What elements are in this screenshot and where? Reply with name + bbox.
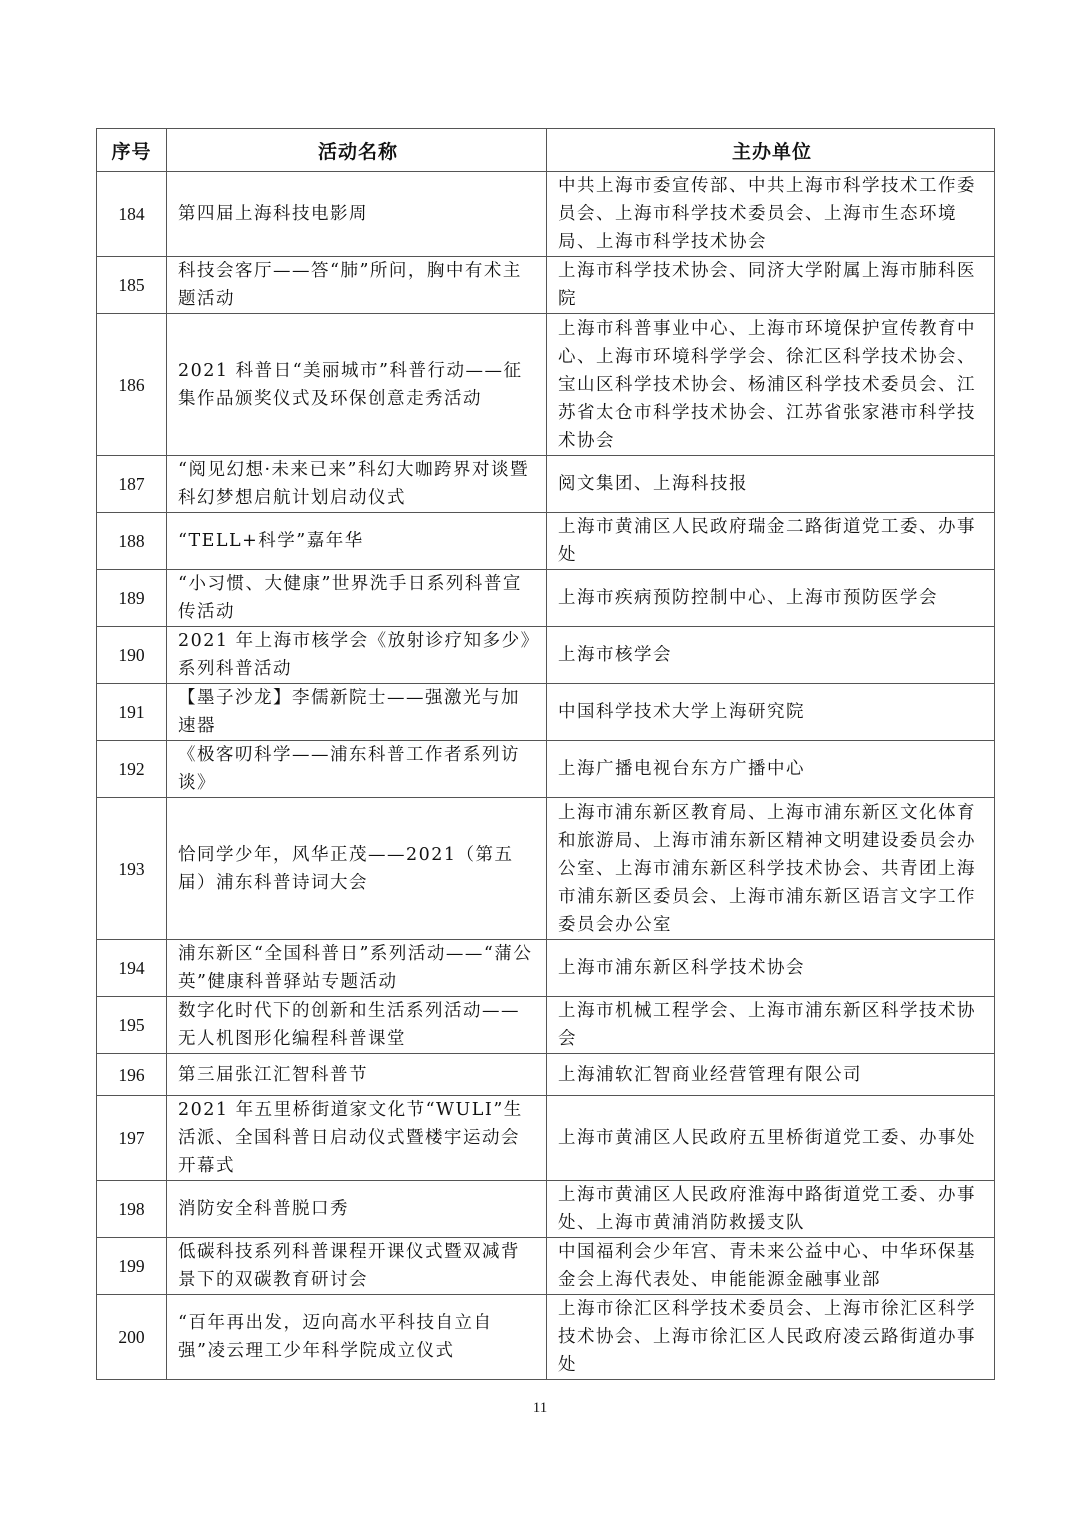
serial-number-cell — [97, 172, 167, 257]
organizer-cell — [547, 172, 995, 257]
serial-number-cell — [97, 940, 167, 997]
activity-name-cell — [167, 513, 547, 570]
table-row — [97, 798, 995, 940]
activity-name-cell-text: 数字化时代下的创新和生活系列活动——无人机图形化编程科普课堂 — [178, 1001, 520, 1049]
organizer-cell-text: 上海市徐汇区科学技术委员会、上海市徐汇区科学技术协会、上海市徐汇区人民政府凌云路街道办事处 — [558, 1299, 976, 1375]
activity-name-cell — [167, 257, 547, 314]
serial-number-cell-text: 193 — [118, 858, 145, 879]
activity-name-cell-text: 第四届上海科技电影周 — [178, 204, 368, 224]
serial-number-cell — [97, 627, 167, 684]
serial-number-cell-text: 199 — [118, 1256, 145, 1276]
activity-name-cell — [167, 1238, 547, 1295]
organizer-cell — [547, 684, 995, 741]
organizer-cell — [547, 1054, 995, 1096]
table-row — [97, 314, 995, 456]
activity-name-cell-text: 2021 年上海市核学会《放射诊疗知多少》系列科普活动 — [178, 631, 531, 679]
table-row — [97, 997, 995, 1054]
table-row — [97, 1295, 995, 1380]
activity-name-cell — [167, 1295, 547, 1380]
header-serial-number: 序号 — [97, 129, 167, 172]
activity-name-cell — [167, 741, 547, 798]
serial-number-cell-text: 187 — [118, 474, 145, 494]
serial-number-cell-text: 191 — [118, 702, 145, 722]
organizer-cell — [547, 798, 995, 940]
serial-number-cell — [97, 257, 167, 314]
organizer-cell-text: 上海广播电视台东方广播中心 — [558, 759, 805, 779]
activity-name-cell-text: 【墨子沙龙】李儒新院士——强激光与加速器 — [178, 688, 520, 736]
table-row — [97, 1054, 995, 1096]
organizer-cell-text: 上海市浦东新区科学技术协会 — [558, 958, 805, 978]
activity-name-cell-text: 浦东新区“全国科普日”系列活动——“蒲公英”健康科普驿站专题活动 — [178, 944, 533, 992]
serial-number-cell — [97, 741, 167, 798]
serial-number-cell — [97, 1096, 167, 1181]
organizer-cell — [547, 314, 995, 456]
activity-name-cell — [167, 172, 547, 257]
organizer-cell — [547, 997, 995, 1054]
page-number: 11 — [532, 1400, 548, 1416]
table-row — [97, 570, 995, 627]
serial-number-cell-text: 192 — [118, 759, 145, 779]
activity-name-cell-text: 恰同学少年，风华正茂——2021（第五届）浦东科普诗词大会 — [178, 844, 514, 893]
table-row — [97, 1238, 995, 1295]
activity-name-cell — [167, 1054, 547, 1096]
activity-name-cell-text: 低碳科技系列科普课程开课仪式暨双减背景下的双碳教育研讨会 — [178, 1242, 520, 1290]
table-body — [97, 172, 995, 1380]
organizer-cell-text: 上海浦软汇智商业经营管理有限公司 — [558, 1064, 862, 1085]
serial-number-cell-text: 197 — [118, 1128, 145, 1148]
organizer-cell-text: 上海市黄浦区人民政府瑞金二路街道党工委、办事处 — [558, 517, 976, 565]
serial-number-cell-text: 200 — [118, 1327, 145, 1347]
table-row — [97, 257, 995, 314]
serial-number-cell — [97, 314, 167, 456]
table-row — [97, 940, 995, 997]
activity-name-cell — [167, 1096, 547, 1181]
activity-name-cell — [167, 570, 547, 627]
table-row — [97, 513, 995, 570]
activity-name-cell-text: “百年再出发，迈向高水平科技自立自强”凌云理工少年科学院成立仪式 — [178, 1313, 493, 1361]
serial-number-cell-text: 186 — [118, 374, 145, 395]
organizer-cell-text: 中国福利会少年宫、青未来公益中心、中华环保基金会上海代表处、申能能源金融事业部 — [558, 1242, 976, 1290]
activity-name-cell — [167, 456, 547, 513]
activity-table — [96, 128, 995, 1380]
organizer-cell-text: 阅文集团、上海科技报 — [558, 474, 748, 494]
serial-number-cell — [97, 456, 167, 513]
activity-name-cell — [167, 798, 547, 940]
activity-name-cell-text: “阅见幻想·未来已来”科幻大咖跨界对谈暨科幻梦想启航计划启动仪式 — [178, 460, 529, 508]
organizer-cell — [547, 741, 995, 798]
organizer-cell — [547, 940, 995, 997]
organizer-cell — [547, 257, 995, 314]
table-row — [97, 684, 995, 741]
organizer-cell-text: 上海市浦东新区教育局、上海市浦东新区文化体育和旅游局、上海市浦东新区精神文明建设委员会办公室、上海市浦东新区科学技术协会、共青团上海市浦东新区委员会、上海市浦东新区语言文字工作委员会办公室 — [558, 802, 976, 935]
organizer-cell — [547, 1295, 995, 1380]
organizer-cell — [547, 1238, 995, 1295]
serial-number-cell-text: 190 — [118, 645, 145, 665]
table-row — [97, 172, 995, 257]
table-row — [97, 1096, 995, 1181]
header-organizer: 主办单位 — [547, 129, 995, 172]
organizer-cell-text: 上海市机械工程学会、上海市浦东新区科学技术协会 — [558, 1001, 976, 1049]
serial-number-cell-text: 184 — [118, 204, 145, 224]
activity-name-cell — [167, 314, 547, 456]
activity-name-cell-text: 消防安全科普脱口秀 — [178, 1199, 349, 1219]
organizer-cell — [547, 570, 995, 627]
table-header-row — [97, 129, 995, 172]
serial-number-cell-text: 189 — [118, 588, 145, 608]
organizer-cell-text: 上海市核学会 — [558, 645, 672, 665]
serial-number-cell — [97, 1295, 167, 1380]
activity-name-cell-text: 《极客叨科学——浦东科普工作者系列访谈》 — [178, 745, 520, 793]
organizer-cell-text: 上海市科普事业中心、上海市环境保护宣传教育中心、上海市环境科学学会、徐汇区科学技术协会、宝山区科学技术协会、杨浦区科学技术委员会、江苏省太仓市科学技术协会、江苏省张家港市科学技术协会 — [558, 318, 976, 451]
serial-number-cell-text: 188 — [118, 531, 145, 551]
serial-number-cell — [97, 997, 167, 1054]
organizer-cell-text: 中国科学技术大学上海研究院 — [558, 702, 805, 722]
serial-number-cell-text: 196 — [118, 1064, 145, 1085]
serial-number-cell-text: 198 — [118, 1199, 145, 1219]
activity-name-cell-text: 第三届张江汇智科普节 — [178, 1064, 368, 1085]
organizer-cell — [547, 1181, 995, 1238]
serial-number-cell — [97, 1238, 167, 1295]
activity-name-cell — [167, 627, 547, 684]
serial-number-cell — [97, 684, 167, 741]
organizer-cell-text: 上海市科学技术协会、同济大学附属上海市肺科医院 — [558, 261, 976, 309]
table-row — [97, 741, 995, 798]
table-row — [97, 456, 995, 513]
activity-name-cell-text: 科技会客厅——答“肺”所问，胸中有术主题活动 — [178, 261, 522, 309]
organizer-cell — [547, 627, 995, 684]
activity-name-cell-text: “小习惯、大健康”世界洗手日系列科普宣传活动 — [178, 574, 522, 622]
activity-name-cell — [167, 684, 547, 741]
serial-number-cell-text: 195 — [118, 1015, 145, 1035]
organizer-cell-text: 中共上海市委宣传部、中共上海市科学技术工作委员会、上海市科学技术委员会、上海市生态环境局、上海市科学技术协会 — [558, 176, 976, 252]
organizer-cell-text: 上海市黄浦区人民政府淮海中路街道党工委、办事处、上海市黄浦消防救援支队 — [558, 1185, 976, 1233]
serial-number-cell — [97, 570, 167, 627]
activity-name-cell-text: “TELL+科学”嘉年华 — [178, 531, 364, 551]
activity-name-cell-text: 2021 年五里桥街道家文化节“WULI”生活派、全国科普日启动仪式暨楼宇运动会开幕式 — [178, 1100, 523, 1176]
organizer-cell — [547, 456, 995, 513]
serial-number-cell — [97, 1181, 167, 1238]
table-row — [97, 1181, 995, 1238]
header-activity-name: 活动名称 — [167, 129, 547, 172]
organizer-cell — [547, 1096, 995, 1181]
serial-number-cell-text: 185 — [118, 275, 145, 295]
serial-number-cell — [97, 513, 167, 570]
serial-number-cell-text: 194 — [118, 958, 145, 978]
serial-number-cell — [97, 798, 167, 940]
serial-number-cell — [97, 1054, 167, 1096]
organizer-cell-text: 上海市黄浦区人民政府五里桥街道党工委、办事处 — [558, 1128, 976, 1148]
organizer-cell-text: 上海市疾病预防控制中心、上海市预防医学会 — [558, 588, 938, 608]
activity-name-cell — [167, 940, 547, 997]
organizer-cell — [547, 513, 995, 570]
activity-name-cell-text: 2021 科普日“美丽城市”科普行动——征集作品颁奖仪式及环保创意走秀活动 — [178, 360, 523, 409]
activity-name-cell — [167, 1181, 547, 1238]
activity-name-cell — [167, 997, 547, 1054]
table-row — [97, 627, 995, 684]
